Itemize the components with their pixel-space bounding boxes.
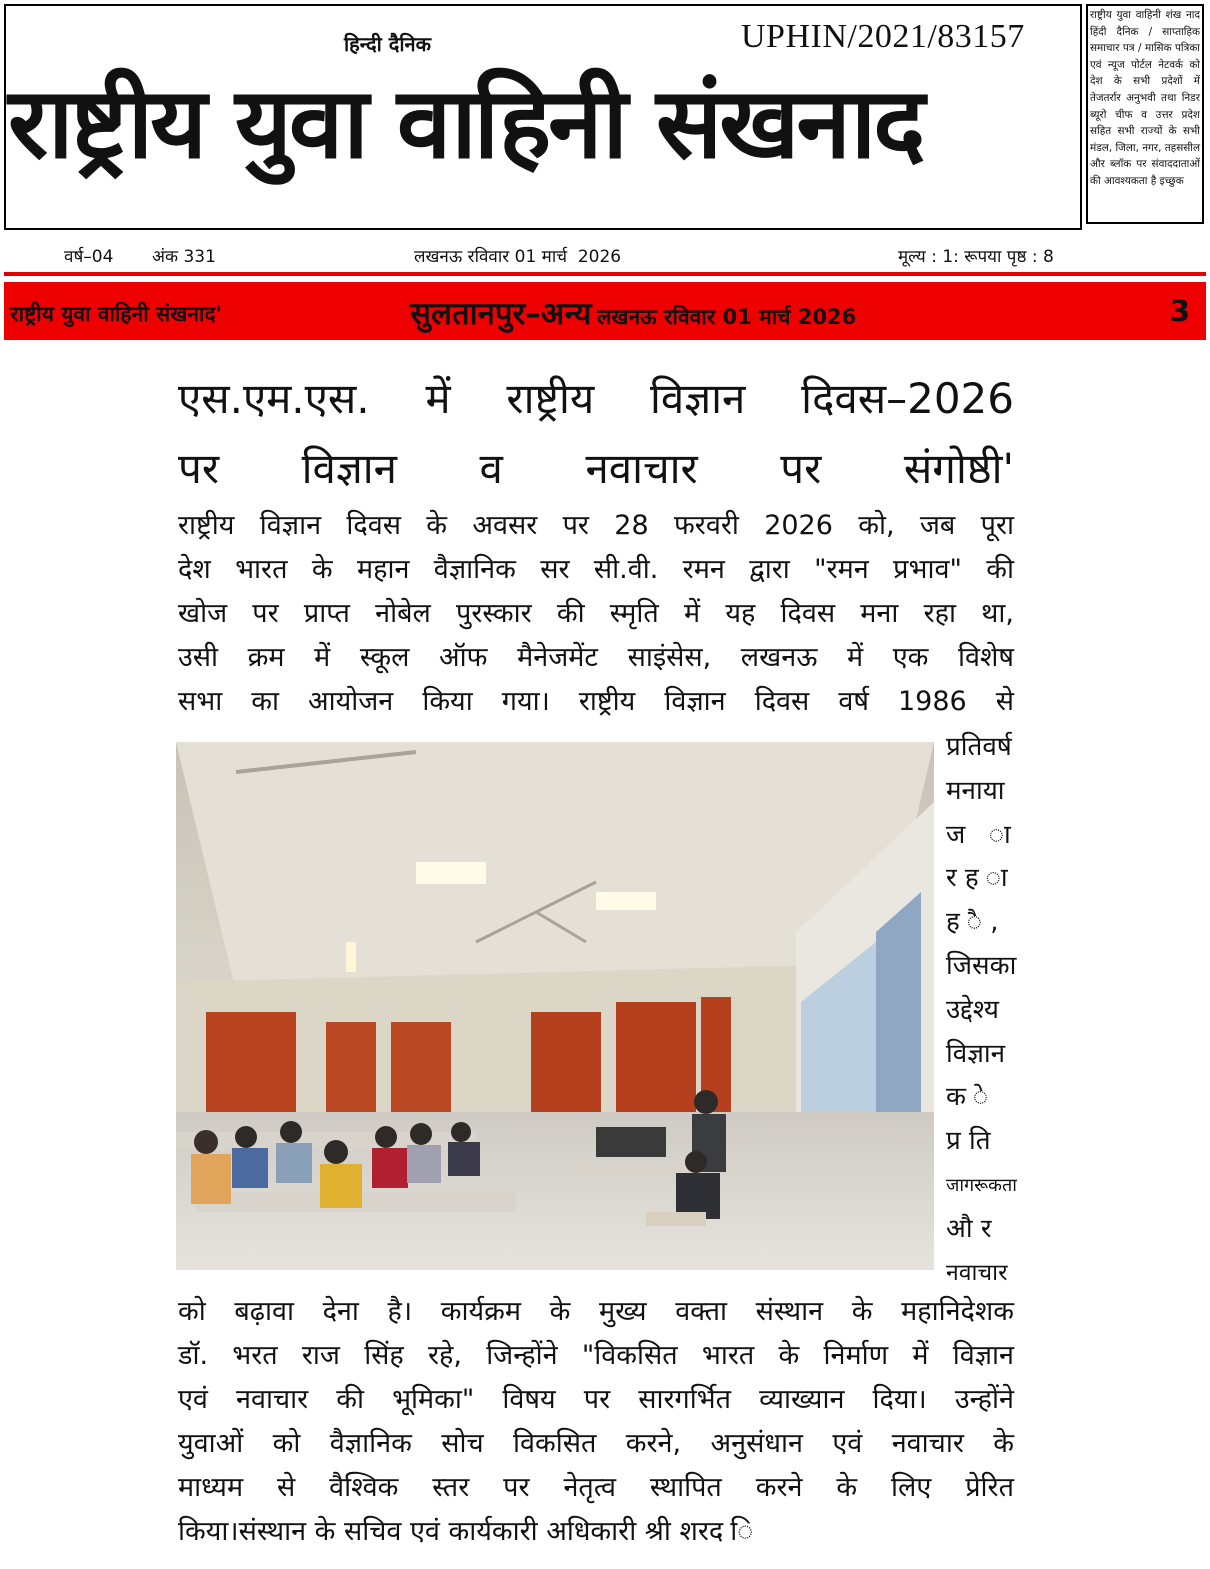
text-line: मनाया xyxy=(946,775,1005,806)
registration-number: UPHIN/2021/83157 xyxy=(741,18,1025,55)
band-paper-name: राष्ट्रीय युवा वाहिनी संखनाद' xyxy=(10,302,222,326)
text-line: डॉ. भरत राज सिंह रहे, जिन्होंने "विकसित भारत के निर्माण में विज्ञान xyxy=(178,1340,1014,1371)
recruitment-notice: राष्ट्रीय युवा वाहिनी शंख नाद हिंदी दैनिक / साप्ताहिक समाचार पत्र / मासिक पत्रिका एवं न्यूज पोर्टल नेटवर्क को देश के सभी प्रदेशों में तेजतर्रार अनुभवी तथा निडर ब्यूरो चीफ व उत्तर प्रदेश सहित सभी राज्यों के सभी मंडल, जिला, नगर, तहससील और ब्लॉक पर संवाददाताओं की आवश्यकता है इच्छुक xyxy=(1086,4,1204,224)
divider-line xyxy=(4,272,1206,276)
article-paragraph-1 xyxy=(178,504,1014,724)
headline-line-2: पर विज्ञान व नवाचार पर संगोष्ठी' xyxy=(178,444,1014,493)
band-date: लखनऊ रविवार 01 मार्च 2026 xyxy=(597,305,857,329)
dateline: लखनऊ रविवार 01 मार्च 2026 xyxy=(414,247,622,267)
text-line: माध्यम से वैश्विक स्तर पर नेतृत्व स्थापित करने के लिए प्रेरित xyxy=(178,1472,1014,1503)
article-paragraph-2 xyxy=(178,1290,1014,1554)
text-line: उसी क्रम में स्कूल ऑफ मैनेजमेंट साइंसेस, लखनऊ में एक विशेष xyxy=(178,642,1014,673)
text-line: राष्ट्रीय विज्ञान दिवस के अवसर पर 28 फरवरी 2026 को, जब पूरा xyxy=(178,510,1014,541)
text-line: खोज पर प्राप्त नोबेल पुरस्कार की स्मृति में यह दिवस मना रहा था, xyxy=(178,598,1014,629)
volume-year: वर्ष–04 xyxy=(64,247,114,267)
text-line: नवाचार xyxy=(946,1259,1008,1286)
text-line: देश भारत के महान वैज्ञानिक सर सी.वी. रमन द्वारा "रमन प्रभाव" की xyxy=(178,554,1014,585)
text-line: प्र ति xyxy=(946,1126,991,1157)
wrap-column-text xyxy=(946,726,1016,1295)
text-line: को बढ़ावा देना है। कार्यक्रम के मुख्य वक्ता संस्थान के महानिदेशक xyxy=(178,1296,1014,1327)
newspaper-title: राष्ट्रीय युवा वाहिनी संखनाद xyxy=(8,67,923,181)
text-line: ज ा xyxy=(946,819,1011,850)
text-line: र ह ा xyxy=(946,863,1008,894)
text-line: जिसका xyxy=(946,950,1017,981)
text-line: उद्देश्य xyxy=(946,994,999,1025)
page-number: 3 xyxy=(1169,294,1190,328)
text-line: ह ै , xyxy=(946,907,999,938)
seminar-photo xyxy=(176,742,934,1270)
text-line: विज्ञान xyxy=(946,1038,1006,1069)
text-line: युवाओं को वैज्ञानिक सोच विकसित करने, अनुसंधान एवं नवाचार के xyxy=(178,1428,1014,1459)
section-name: सुलतानपुर–अन्य xyxy=(410,296,592,332)
section-band xyxy=(4,282,1206,340)
price-pages: मूल्य : 1: रूपया पृष्ठ : 8 xyxy=(898,247,1054,267)
masthead xyxy=(4,4,1082,230)
masthead-subtitle: हिन्दी दैनिक xyxy=(344,32,432,56)
text-line: प्रतिवर्ष xyxy=(946,732,1012,762)
article-headline xyxy=(178,364,1014,504)
text-line: किया।संस्थान के सचिव एवं कार्यकारी अधिकारी श्री शरद ि xyxy=(178,1516,754,1547)
text-line: जागरूकता xyxy=(946,1174,1017,1196)
text-line: एवं नवाचार की भूमिका" विषय पर सारगर्भित व्याख्यान दिया। उन्होंने xyxy=(178,1384,1014,1415)
issue-number: अंक 331 xyxy=(152,247,216,267)
text-line: क े xyxy=(946,1082,989,1113)
text-line: सभा का आयोजन किया गया। राष्ट्रीय विज्ञान दिवस वर्ष 1986 से xyxy=(178,686,1014,717)
band-section xyxy=(410,292,856,334)
text-line: औ र xyxy=(946,1213,992,1244)
headline-line-1: एस.एम.एस. में राष्ट्रीय विज्ञान दिवस–2026 xyxy=(178,374,1014,423)
